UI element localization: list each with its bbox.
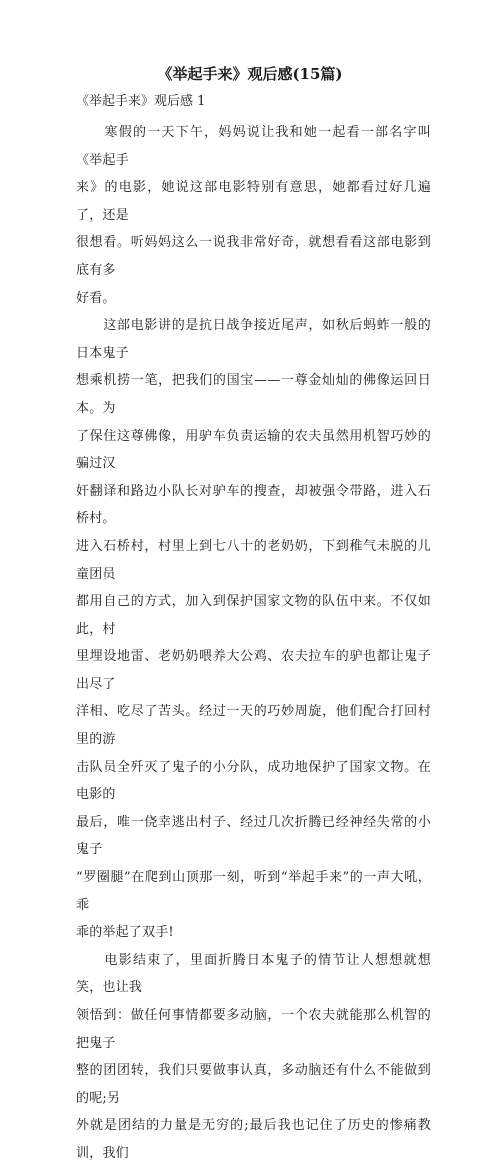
text-line: 都用自己的方式，加入到保护国家文物的队伍中来。不仅如此，村 — [76, 594, 431, 637]
text-line: 想乘机捞一笔，把我们的国宝——一尊金灿灿的佛像运回日本。为 — [76, 373, 431, 416]
text-line: 进入石桥村，村里上到七八十的老奶奶，下到稚气未脱的儿童团员 — [76, 538, 431, 582]
text-line: 最后，唯一侥幸逃出村子、经过几次折腾已经神经失常的小鬼子 — [76, 814, 431, 858]
text-line: 乖的举起了双手! — [76, 925, 174, 941]
text-line: 击队员全歼灭了鬼子的小分队，成功地保护了国家文物。在电影的 — [76, 759, 431, 803]
paragraph-2 — [76, 312, 431, 947]
text-line: 好看。 — [76, 290, 116, 306]
text-line: 领悟到：做任何事情都要多动脑，一个农夫就能那么机智的把鬼子 — [76, 1008, 431, 1051]
text-line: 这部电影讲的是抗日战争接近尾声，如秋后蚂蚱一般的日本鬼子 — [76, 318, 431, 361]
text-line: 外就是团结的力量是无穷的;最后我也记住了历史的惨痛教训，我们 — [76, 1118, 431, 1161]
text-line: 整的团团转，我们只要做事认真，多动脑还有什么不能做到的呢;另 — [76, 1063, 431, 1106]
paragraph-1 — [76, 119, 431, 312]
text-line: 里埋设地雷、老奶奶喂养大公鸡、农夫拉车的驴也都让鬼子出尽了 — [76, 649, 431, 692]
document-title: 《举起手来》观后感(15篇) — [157, 65, 343, 83]
section-heading: 《举起手来》观后感 1 — [76, 94, 206, 109]
text-line: 了保住这尊佛像，用驴车负责运输的农夫虽然用机智巧妙的骗过汉 — [76, 428, 431, 472]
text-line: 来》的电影，她说这部电影特别有意思，她都看过好几遍了，还是 — [76, 180, 431, 223]
text-line: 寒假的一天下午，妈妈说让我和她一起看一部名字叫《举起手 — [76, 125, 431, 168]
text-line: “罗圈腿”在爬到山顶那一刻，听到“举起手来”的一声大吼，乖 — [76, 870, 431, 913]
text-line: 很想看。听妈妈这么一说我非常好奇，就想看看这部电影到底有多 — [76, 235, 431, 278]
paragraph-3 — [76, 947, 431, 1168]
text-line: 奸翻译和路边小队长对驴车的搜查，却被强令带路，进入石桥村。 — [76, 483, 431, 527]
text-line: 洋相、吃尽了苦头。经过一天的巧妙周旋，他们配合打回村里的游 — [76, 704, 431, 748]
text-line: 电影结束了，里面折腾日本鬼子的情节让人想想就想笑，也让我 — [76, 952, 431, 996]
document-body — [76, 119, 431, 1168]
